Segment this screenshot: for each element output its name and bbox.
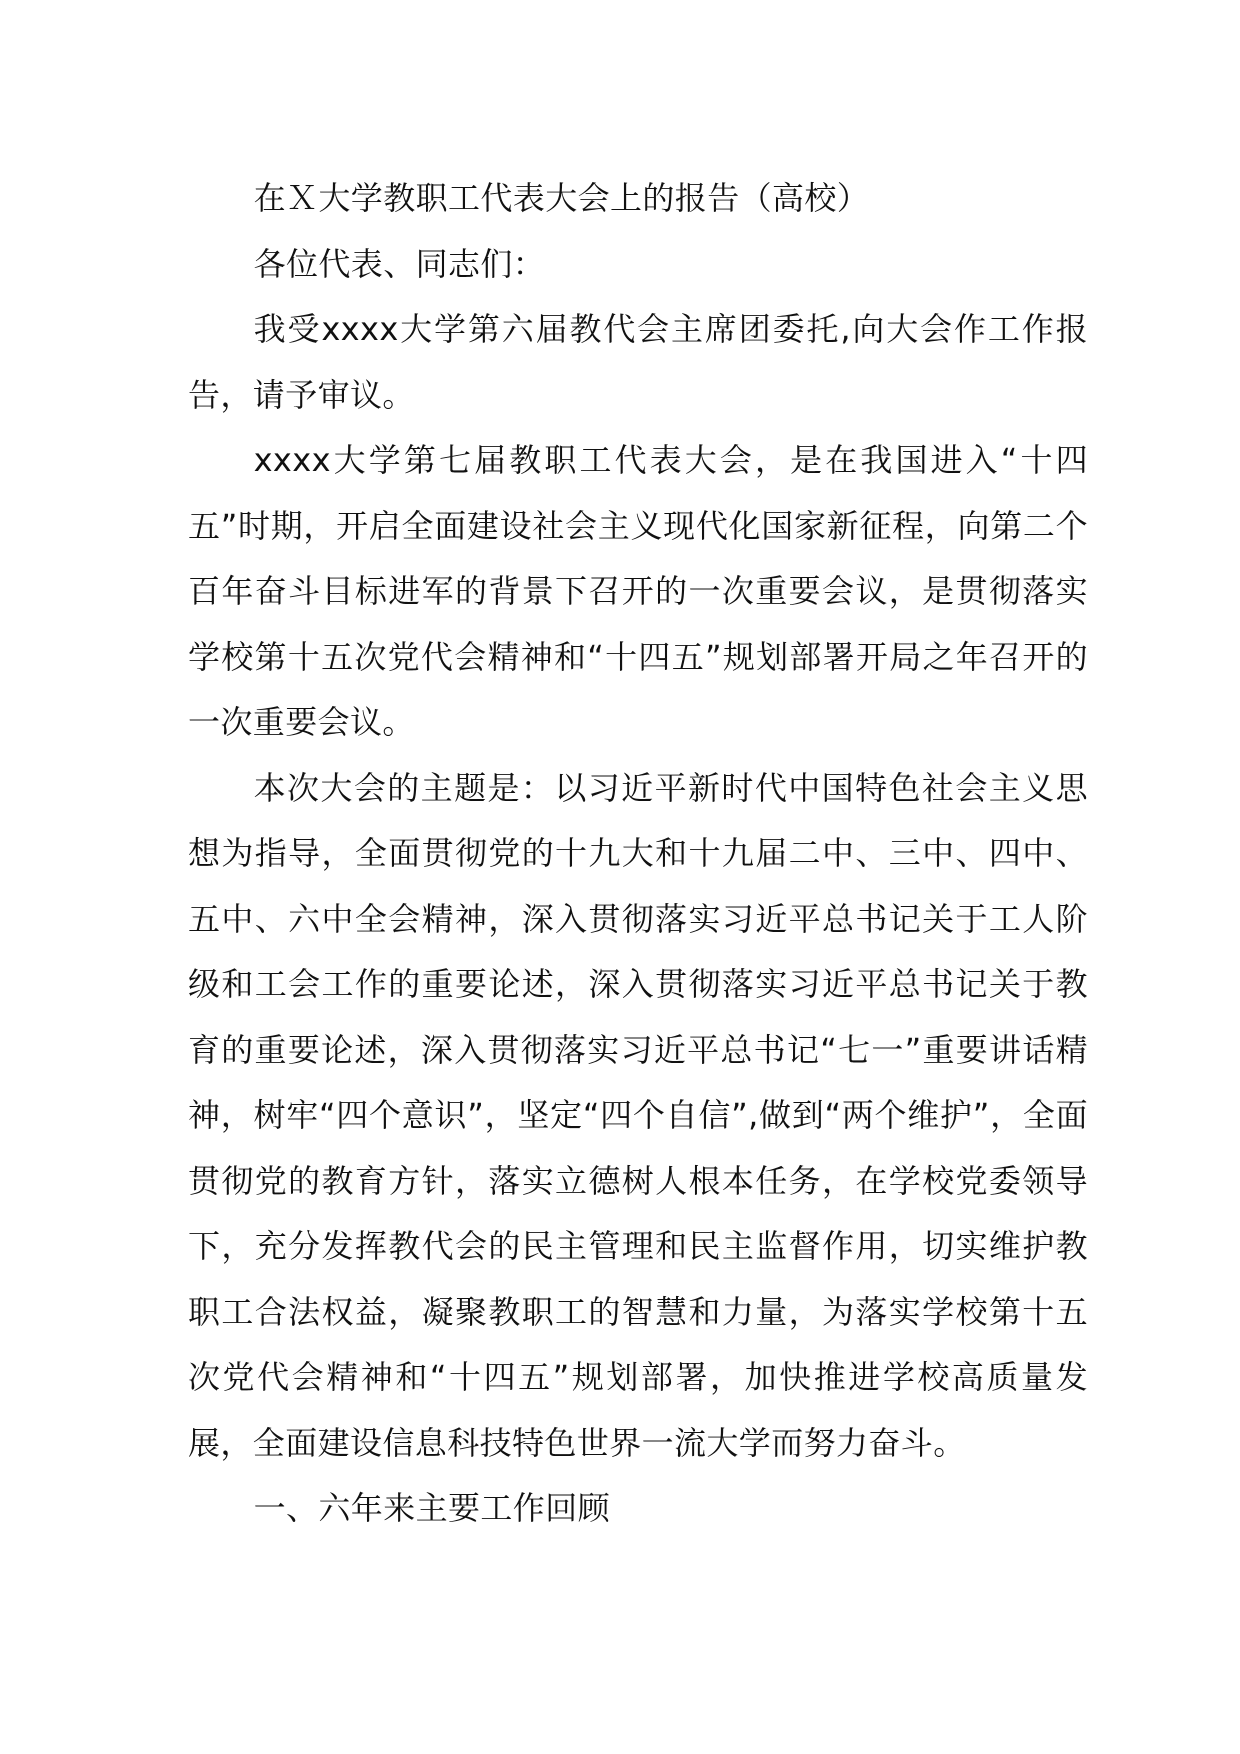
document-title: 在Ｘ大学教职工代表大会上的报告（高校） bbox=[253, 179, 870, 217]
salutation: 各位代表、同志们： bbox=[253, 244, 546, 283]
paragraph-theme: 本次大会的主题是：以习近平新时代中国特色社会主义思想为指导，全面贯彻党的十九大和十九届二中、三中、四中、五中、六中全会精神，深入贯彻落实习近平总书记关于工人阶级和工会工作的重要论述，深入贯彻落实习近平总书记关于教育的重要论述，深入贯彻落实习近平总书记“七一”重要讲话精神，树牢“四个意识”，坚定“四个自信”,做到“两个维护”，全面贯彻党的教育方针，落实立德树人根本任务，在学校党委领导下，充分发挥教代会的民主管理和民主监督作用，切实维护教职工合法权益，凝聚教职工的智慧和力量，为落实学校第十五次党代会精神和“十四五”规划部署，加快推进学校高质量发展，全面建设信息科技特色世界一流大学而努力奋斗。 bbox=[188, 768, 1088, 1462]
document-body bbox=[188, 166, 1088, 1542]
paragraph-background: xxxx大学第七届教职工代表大会，是在我国进入“十四五”时期，开启全面建设社会主义现代化国家新征程，向第二个百年奋斗目标进军的背景下召开的一次重要会议，是贯彻落实学校第十五次党代会精神和“十四五”规划部署开局之年召开的一次重要会议。 bbox=[188, 441, 1088, 741]
paragraph-intro: 我受xxxx大学第六届教代会主席团委托,向大会作工作报告，请予审议。 bbox=[188, 310, 1088, 414]
section-heading: 一、六年来主要工作回顾 bbox=[253, 1489, 610, 1527]
